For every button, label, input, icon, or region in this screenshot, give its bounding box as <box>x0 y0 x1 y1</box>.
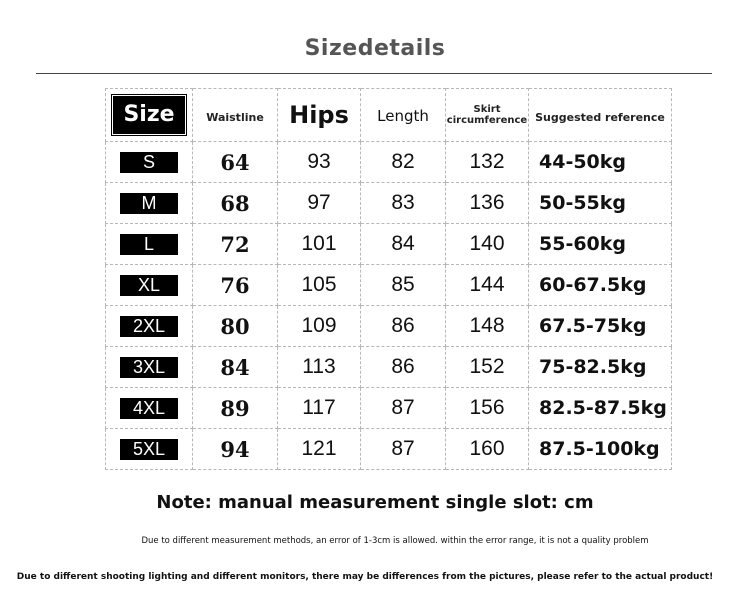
hips-value: 121 <box>301 437 337 460</box>
suggested-reference-value: 87.5-100kg <box>539 438 660 460</box>
waistline-cell <box>193 347 278 388</box>
title-divider <box>36 73 712 74</box>
table-row <box>106 347 672 388</box>
length-value: 84 <box>391 232 415 255</box>
hips-value: 109 <box>301 314 337 337</box>
skirt-circumference-cell <box>446 306 529 347</box>
waistline-value: 64 <box>220 149 250 175</box>
header-circumference-label: circumference <box>446 115 528 126</box>
header-length-cell <box>361 89 446 142</box>
size-cell <box>106 224 193 265</box>
table-row <box>106 183 672 224</box>
header-skirt-circumference-cell <box>446 89 529 142</box>
size-label: 2XL <box>120 316 178 337</box>
hips-cell <box>278 388 361 429</box>
waistline-cell <box>193 224 278 265</box>
hips-value: 93 <box>307 150 331 173</box>
header-hips-label: Hips <box>289 101 349 129</box>
suggested-reference-value: 82.5-87.5kg <box>539 397 667 419</box>
size-table <box>105 88 672 470</box>
length-cell <box>361 388 446 429</box>
length-value: 85 <box>391 273 415 296</box>
size-cell <box>106 388 193 429</box>
size-label: 4XL <box>120 398 178 419</box>
measurement-note: Note: manual measurement single slot: cm <box>156 492 594 513</box>
hips-cell <box>278 142 361 183</box>
size-label: S <box>120 152 178 173</box>
suggested-reference-value: 75-82.5kg <box>539 356 647 378</box>
hips-cell <box>278 183 361 224</box>
table-row <box>106 306 672 347</box>
waistline-value: 68 <box>220 190 250 216</box>
skirt-circumference-value: 132 <box>469 150 505 173</box>
header-size-cell <box>106 89 193 142</box>
size-cell <box>106 429 193 470</box>
waistline-cell <box>193 183 278 224</box>
table-row <box>106 142 672 183</box>
hips-cell <box>278 224 361 265</box>
hips-value: 113 <box>302 355 336 378</box>
waistline-cell <box>193 265 278 306</box>
header-length-label: Length <box>377 106 429 125</box>
length-value: 87 <box>391 437 415 460</box>
length-cell <box>361 347 446 388</box>
skirt-circumference-value: 136 <box>469 191 505 214</box>
skirt-circumference-value: 140 <box>469 232 505 255</box>
suggested-reference-cell <box>529 306 672 347</box>
size-label: L <box>120 234 178 255</box>
header-waistline-label: Waistline <box>206 110 264 124</box>
size-cell <box>106 306 193 347</box>
length-cell <box>361 306 446 347</box>
size-label: M <box>120 193 178 214</box>
waistline-value: 89 <box>220 395 250 421</box>
skirt-circumference-cell <box>446 142 529 183</box>
suggested-reference-cell <box>529 224 672 265</box>
hips-value: 101 <box>301 232 337 255</box>
length-cell <box>361 142 446 183</box>
waistline-cell <box>193 429 278 470</box>
table-row <box>106 388 672 429</box>
waistline-value: 72 <box>220 231 250 257</box>
header-suggested-reference-label: Suggested reference <box>535 110 665 124</box>
size-label: 5XL <box>120 439 178 460</box>
hips-cell <box>278 265 361 306</box>
skirt-circumference-cell <box>446 347 529 388</box>
table-row <box>106 429 672 470</box>
skirt-circumference-value: 156 <box>469 396 505 419</box>
header-waistline-cell <box>193 89 278 142</box>
skirt-circumference-value: 144 <box>469 273 505 296</box>
waistline-value: 80 <box>220 313 250 339</box>
length-value: 83 <box>391 191 415 214</box>
hips-value: 105 <box>301 273 337 296</box>
suggested-reference-cell <box>529 347 672 388</box>
length-cell <box>361 429 446 470</box>
hips-cell <box>278 429 361 470</box>
header-size-label: Size <box>113 96 184 134</box>
hips-cell <box>278 306 361 347</box>
header-hips-cell <box>278 89 361 142</box>
table-row <box>106 265 672 306</box>
skirt-circumference-value: 148 <box>469 314 505 337</box>
skirt-circumference-value: 160 <box>469 437 505 460</box>
size-cell <box>106 183 193 224</box>
suggested-reference-cell <box>529 183 672 224</box>
waistline-cell <box>193 142 278 183</box>
suggested-reference-value: 60-67.5kg <box>539 274 647 296</box>
error-disclaimer: Due to different measurement methods, an error of 1-3cm is allowed. within the error range, it is not a quality problem <box>141 536 649 546</box>
waistline-cell <box>193 388 278 429</box>
waistline-value: 76 <box>220 272 250 298</box>
length-value: 82 <box>391 150 415 173</box>
suggested-reference-value: 50-55kg <box>539 192 627 214</box>
hips-value: 97 <box>307 191 331 214</box>
size-cell <box>106 347 193 388</box>
suggested-reference-cell <box>529 388 672 429</box>
suggested-reference-value: 55-60kg <box>539 233 627 255</box>
page-title: Sizedetails <box>304 36 446 61</box>
header-suggested-reference-cell <box>529 89 672 142</box>
photo-disclaimer: Due to different shooting lighting and different monitors, there may be differences from the pictures, please refer to the actual product! <box>16 572 714 582</box>
waistline-value: 94 <box>220 436 250 462</box>
suggested-reference-value: 67.5-75kg <box>539 315 647 337</box>
length-value: 86 <box>391 355 415 378</box>
size-label: XL <box>120 275 178 296</box>
suggested-reference-cell <box>529 429 672 470</box>
skirt-circumference-cell <box>446 183 529 224</box>
skirt-circumference-cell <box>446 265 529 306</box>
waistline-value: 84 <box>220 354 250 380</box>
table-row <box>106 224 672 265</box>
skirt-circumference-cell <box>446 224 529 265</box>
skirt-circumference-cell <box>446 429 529 470</box>
suggested-reference-value: 44-50kg <box>539 151 627 173</box>
skirt-circumference-value: 152 <box>469 355 505 378</box>
length-cell <box>361 224 446 265</box>
table-header-row <box>106 89 672 142</box>
length-value: 87 <box>391 396 415 419</box>
suggested-reference-cell <box>529 142 672 183</box>
size-label: 3XL <box>120 357 178 378</box>
length-cell <box>361 265 446 306</box>
skirt-circumference-cell <box>446 388 529 429</box>
waistline-cell <box>193 306 278 347</box>
hips-cell <box>278 347 361 388</box>
length-value: 86 <box>391 314 415 337</box>
size-cell <box>106 265 193 306</box>
length-cell <box>361 183 446 224</box>
suggested-reference-cell <box>529 265 672 306</box>
header-skirt-label: Skirt <box>473 104 501 115</box>
hips-value: 117 <box>302 396 336 419</box>
size-cell <box>106 142 193 183</box>
